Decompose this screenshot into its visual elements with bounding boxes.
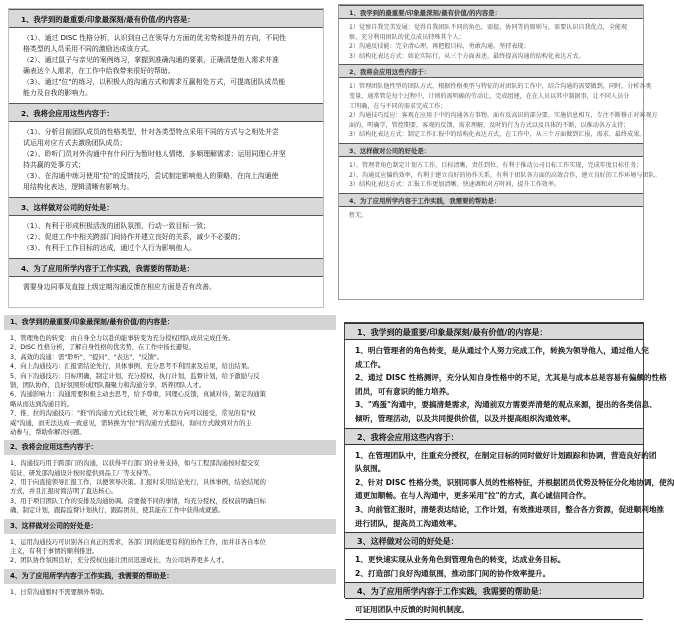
- section-heading-4: 4、为了应用所学内容于工作实践，我需要的帮助是：: [4, 569, 336, 584]
- body-line: （3）、通过"位"的练习，以积极人的沟通方式和需求互赢相处方式，可提高团队成员能: [23, 78, 286, 86]
- body-line: 持共赢的处事方式；: [23, 161, 86, 169]
- body-line: 3、向前管汇报时，清楚表达结论，工作计划，有效推进项目，整合各方资源，促进顺利地推: [355, 504, 665, 514]
- section-heading-4: 4、为了应用所学内容于工作实践，我需要的帮助是：: [339, 193, 643, 207]
- body-line: 用结构化表达，逻辑清晰有影响力。: [23, 183, 134, 191]
- section-heading-2: 2、我将会应用这些内容于：: [339, 64, 643, 78]
- body-line: 团员，可有意识的能力培养。: [355, 386, 454, 396]
- section-body-1: [339, 19, 643, 64]
- section-body-2: [9, 122, 323, 197]
- body-line: 需要身边同事及直接上级定期沟通反馈在相应方面是否有改善。: [23, 283, 216, 291]
- body-line: 1、日常沟通暂时不需要额外帮助。: [10, 588, 109, 596]
- body-line: 威"沟通，而无法达成一致意见，需转换为"拉"的沟通方式提问，询问方式做到对方的主: [10, 419, 252, 427]
- body-line: 确表达个人需求，在工作中给我带来很好的帮助。: [23, 67, 175, 75]
- body-line: 3、高效的沟通：需"聆听"、"提问"、"表达"、"反馈"。: [10, 353, 164, 361]
- body-line: 2、用于向直接领导汇报工作，以便领导决策。汇报时采用结论先行，具体事例，结论结尾的: [10, 479, 266, 487]
- body-line: （2）、聆听门员对外沟通中有什问行为暂时他人情绪，多顺理解需求；运用同理心并坚: [23, 150, 286, 158]
- body-line: （2）、通过鼠子与亲见的案例练习，掌握到准确沟通的要素，正确清楚他人需求并准: [23, 56, 279, 64]
- body-line: 1、运用沟通技巧可识别各自真正的需求，各部门间的能更有利的协作工作，而并非各自本位: [10, 538, 266, 546]
- body-line: 2）沟通反技能：完全清心理，再把握目标，勇敢沟通、坚持表现；: [349, 43, 530, 51]
- section-body-3: [339, 157, 661, 193]
- section-heading-3: 3、这样做对公司的好处是：: [9, 197, 323, 216]
- body-line: 工明确，在与不同的需求完成工作；: [349, 102, 447, 110]
- section-body-3: [345, 549, 643, 582]
- body-line: 1、明白管理者的角色转变，是从通过个人努力完成工作，转换为领导他人，通过他人完: [355, 346, 649, 355]
- section-heading-3: 3、这样做对公司的好处是：: [4, 519, 336, 534]
- body-line: 1、沟通技巧用于跨部门的沟通，以获得平行部门的业务支持，如与工程部沟通按时提交安: [10, 460, 260, 468]
- section-body-4: [339, 207, 643, 224]
- body-line: （1）、通过 DISC 性格分析，认识到自己在领导力方面的优劣势和提升的方向，不同性: [23, 34, 287, 42]
- feedback-form-bottom-right: [344, 322, 674, 615]
- body-line: 1、管理角色的转变：由自身全力以赴的能事转变为充分授权团队成员完成任务。: [10, 335, 235, 342]
- section-heading-1: 1、我学到的最重要/印象最深刻/最有价值/的内容是：: [345, 323, 643, 340]
- body-line: 察，充分利用团队的优点成员特殊其个人；: [349, 33, 465, 41]
- body-line: 能力及自我的影响力。: [23, 89, 92, 97]
- section-body-2: [339, 78, 658, 143]
- body-line: 队氛围。: [355, 464, 386, 474]
- body-line: 2、团队协作氛围良好，充分授权也能让团员迅速成长，为公司培养更多人才。: [10, 557, 229, 565]
- feedback-form-top-right: [338, 4, 661, 300]
- body-line: 方式，并且汇报时简洁明了直达核心。: [10, 488, 118, 496]
- body-line: 2）、沟通反应偏的效率，有利于建立良好的协作关系，有利于团队各方面的高效合作，建立良好的工作环境与团队。: [349, 171, 661, 179]
- feedback-form-bottom-left: [4, 315, 336, 640]
- body-line: 倾听，管理活动，以及共同提供价值，以及并提高组织沟通效率。: [355, 413, 576, 423]
- section-heading-1: 1、我学到的最重要/印象最深刻/最有价值/的内容是：: [4, 315, 336, 330]
- body-line: 进行团队，提高员工沟通效率。: [355, 518, 462, 528]
- body-line: 2、打造部门良好沟通氛围，推动部门间的协作效率提升。: [355, 568, 551, 578]
- section-body-3: [9, 216, 323, 258]
- section-body-1: [345, 340, 667, 428]
- section-heading-4: 4、为了应用所学内容于工作实践，我需要的帮助是：: [9, 258, 323, 277]
- body-line: 试运用对应方式去激励团队成员；: [23, 139, 127, 147]
- body-line: 4、向上沟通技巧：汇报需结论先行，具体事例，充分思考不利因素及后果，给出结果。: [10, 363, 254, 371]
- body-line: 1、更快速实现从业务角色到管理角色的转变，达成业务目标。: [355, 555, 566, 565]
- body-line: 1）管理团队他性型的团队方式，根据性格类型与特征的对团队的工作中，结合沟通的需要做到，同时，分析各类: [349, 83, 652, 91]
- body-line: 2、DISC 性格分析，了解自身性格的优劣势，在工作中扬长避短。: [10, 344, 195, 352]
- section-body-4: [4, 584, 336, 600]
- section-heading-2: 2、我将会应用这些内容于：: [345, 428, 643, 445]
- body-line: （3）、有利于工作目标的达成，通过个人行为影响他人。: [23, 244, 197, 252]
- body-line: 装证、研发部沟通设计按时提供到品工厂等支持等。: [10, 469, 155, 477]
- section-heading-3: 3、这样做对公司的好处是：: [339, 143, 643, 157]
- section-heading-1: 1、我学到的最重要/印象最深刻/最有价值/的内容是：: [339, 5, 643, 19]
- body-line: 3）结构化表达方式：如论实际行，从三个方面表述，最终提高沟通的结构化表达方式。: [349, 52, 585, 60]
- body-line: 成工作。: [355, 359, 386, 369]
- body-line: 确，制定计划，跟踪监督计划执行，跟踪团员，使其能在工作中获得成就感。: [10, 507, 225, 515]
- body-line: 1）觉察自我完美发展：觉得自我团队不同的角色，需提、协同等的原则与，需要认识自我优点，全能观: [349, 24, 628, 31]
- body-line: 格类型的人员采用不同的激励达成该方式。: [23, 45, 154, 53]
- body-line: 主义，有利于事情的顺利推进。: [10, 548, 99, 556]
- body-line: 3）结构化表达方式：汇报工作更加清晰，快速调和对方时间，提升工作效率。: [349, 181, 561, 189]
- section-body-4: [345, 599, 643, 619]
- body-line: 3、"鸡蛋"沟通中，要搞清楚需求，沟通前双方需要弄清楚的观点来源，提出的各类信息、: [355, 400, 657, 410]
- body-line: 可证用团队中反馈的时间机制度。: [355, 605, 469, 615]
- body-line: 暂无。: [349, 211, 368, 219]
- section-body-1: [9, 28, 323, 103]
- body-line: （1）、有利于形成积极活泼的团队氛围，行动一致目标一致；: [23, 222, 210, 230]
- body-line: 7、推、拉的沟通技巧："推"的沟通方式比较生硬，对方难以方向可以接受，常见的有"权: [10, 410, 256, 418]
- section-body-2: [4, 455, 336, 518]
- body-line: 变量，通常管是每个过程中，计则的需明确的劳动让，完成组建，在在人员以其中制据事，让不同人员分: [349, 92, 630, 100]
- body-line: 2、针对 DISC 性格分类，识别同事人员的性格特征，并根据团员优势及特征分化地协调，使沟: [355, 477, 674, 487]
- body-line: 3）结构化表达方式：制定工作汇报中的结构化表达方式，在工作中，从三个方面做到汇报，需求，最终成果。: [349, 131, 646, 139]
- body-line: 动参与，帮助你解决问题。: [10, 428, 86, 436]
- feedback-form-top-left: [8, 8, 324, 308]
- body-line: （1）、分析目前团队成员的性格类型，针对各类型特点采用不同的方式与之相处并尝: [23, 128, 279, 136]
- body-line: 1、在管理团队中，注重充分授权，在制定目标的同时做好计划跟踪和协调，营造良好的团: [355, 450, 657, 460]
- body-line: 通更加顺畅。在与人沟通中，更多采用"拉"的方式，真心诚信同合作。: [355, 491, 591, 501]
- body-line: 3、用于项目团队工作的安排及沟通协调。首要做不同的事情，均充分授权，授权前明确目标: [10, 497, 266, 505]
- body-line: （3）、在沟通中练习使用"拉"的反馈技巧，尝试制定影响他人的策略，在向上沟通使: [23, 172, 279, 180]
- body-line: 6、沟通影响力：沟通需要积极主动去思考，给予尊重，同理心反馈，真诚对待，制定沟通策: [10, 391, 266, 399]
- body-line: （2）、促进工作中相关跨部门间协作并建立良好的关系，减少不必要的；: [23, 233, 245, 241]
- body-line: 1）、管理者角色制定计划方工作，目标清晰，责任到位，有利于推动公司目标工作实现，完成年度目标任务；: [349, 161, 643, 169]
- body-line: 5、向下沟通技巧：目标明确，制定计划，充分授权，执行计划，监督计划，给予激励与反: [10, 372, 260, 380]
- section-body-1: [4, 330, 336, 440]
- closing-rule: [345, 619, 643, 620]
- section-heading-2: 2、我将会应用这些内容于：: [4, 440, 336, 455]
- body-line: 略从而达到沟通目的。: [10, 400, 73, 408]
- section-body-4: [9, 277, 323, 297]
- section-body-3: [4, 534, 336, 569]
- section-heading-1: 1、我学到的最重要/印象最深刻/最有价值/的内容是：: [9, 9, 323, 28]
- body-line: 馈，团队协作，良好氛围形成团队凝聚力和沟通分享，培养团队人才。: [10, 381, 206, 389]
- section-heading-3: 3、这样做对公司的好处是：: [345, 532, 643, 549]
- section-heading-4: 4、为了应用所学内容于工作实践，我需要的帮助是：: [345, 582, 643, 599]
- section-body-2: [345, 445, 674, 533]
- body-line: 2）沟通技巧反应：客观在应用于中的沟通各方事物，面有反高识的部分要，实施信息相互，专注不断修正对客观方: [349, 112, 658, 120]
- body-line: 2、通过 DISC 性格测评，充分认知自身性格中的不足，尤其是与成本总是容易有偏颇的性格: [355, 373, 667, 383]
- section-heading-2: 2、我将会应用这些内容于：: [9, 103, 323, 122]
- body-line: 面的，明确学，管控期要，客观的反馈，需求理解，及时的行为方式以及具体的不断，以推动各方支持；: [349, 121, 630, 129]
